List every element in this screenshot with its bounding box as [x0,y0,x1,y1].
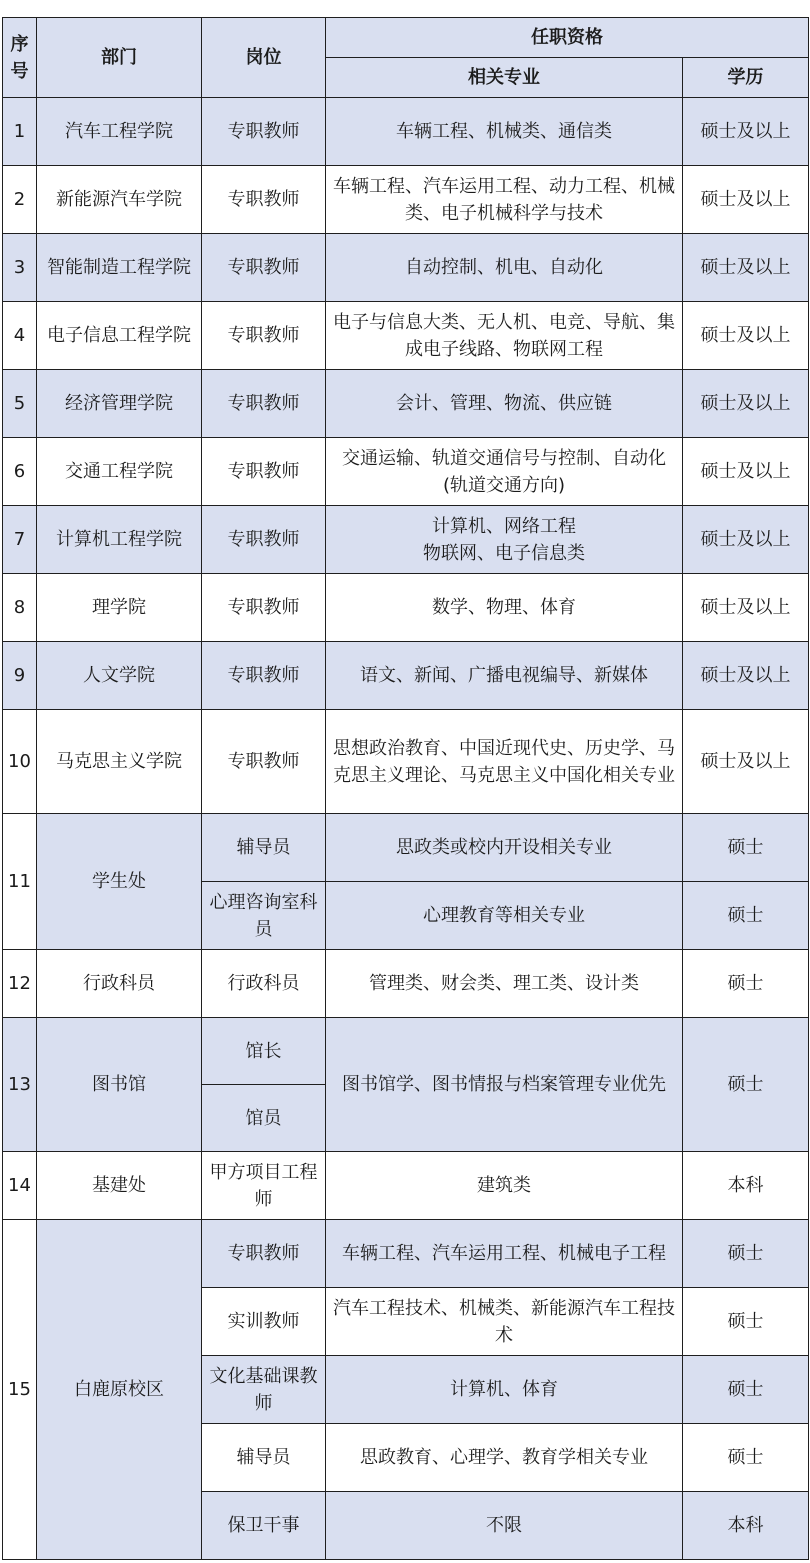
row-post: 行政科员 [202,950,326,1018]
row-major: 计算机、体育 [326,1356,683,1424]
row-degree: 硕士及以上 [683,506,809,574]
table-row [3,950,809,1018]
row-major: 不限 [326,1492,683,1560]
row-major [326,506,683,574]
recruitment-table [2,17,809,1560]
row-seq: 13 [3,1018,37,1152]
row-seq: 1 [3,98,37,166]
row-major: 自动控制、机电、自动化 [326,234,683,302]
row-major-line: 物联网、电子信息类 [423,542,585,564]
row-major: 车辆工程、机械类、通信类 [326,98,683,166]
header-seq: 序号 [3,18,37,98]
header-degree: 学历 [683,58,809,98]
row-seq: 8 [3,574,37,642]
table-row [3,814,809,882]
row-dept: 交通工程学院 [37,438,202,506]
row-degree: 硕士及以上 [683,166,809,234]
row-post: 馆员 [202,1085,326,1152]
row-major: 管理类、财会类、理工类、设计类 [326,950,683,1018]
row-dept: 马克思主义学院 [37,710,202,814]
table-row [3,302,809,370]
row-dept: 智能制造工程学院 [37,234,202,302]
row-degree: 硕士 [683,950,809,1018]
table-row [3,1220,809,1288]
row-dept: 人文学院 [37,642,202,710]
row-dept: 计算机工程学院 [37,506,202,574]
header-post: 岗位 [202,18,326,98]
row-degree: 硕士及以上 [683,234,809,302]
row-post: 专职教师 [202,506,326,574]
row-post: 馆长 [202,1018,326,1085]
row-degree: 硕士及以上 [683,370,809,438]
row-degree: 硕士 [683,1356,809,1424]
row-major: 语文、新闻、广播电视编导、新媒体 [326,642,683,710]
row-major: 思想政治教育、中国近现代史、历史学、马克思主义理论、马克思主义中国化相关专业 [326,710,683,814]
row-seq: 9 [3,642,37,710]
table-row [3,1018,809,1085]
row-degree: 硕士及以上 [683,642,809,710]
row-post: 专职教师 [202,370,326,438]
row-major: 思政教育、心理学、教育学相关专业 [326,1424,683,1492]
row-major: 会计、管理、物流、供应链 [326,370,683,438]
row-post: 辅导员 [202,1424,326,1492]
row-post: 专职教师 [202,642,326,710]
table-row [3,234,809,302]
header-dept: 部门 [37,18,202,98]
table-row [3,710,809,814]
table-row [3,1152,809,1220]
row-degree: 本科 [683,1152,809,1220]
row-major: 数学、物理、体育 [326,574,683,642]
row-seq: 12 [3,950,37,1018]
row-seq: 6 [3,438,37,506]
row-major: 思政类或校内开设相关专业 [326,814,683,882]
row-seq: 2 [3,166,37,234]
table-row [3,166,809,234]
row-dept: 基建处 [37,1152,202,1220]
row-major: 心理教育等相关专业 [326,882,683,950]
row-post: 保卫干事 [202,1492,326,1560]
table-row [3,98,809,166]
row-seq: 5 [3,370,37,438]
row-dept: 汽车工程学院 [37,98,202,166]
row-major-line: 计算机、网络工程 [432,515,576,537]
recruitment-table-container [2,17,808,1560]
row-degree: 硕士 [683,814,809,882]
header-qualification: 任职资格 [326,18,809,58]
row-post: 专职教师 [202,302,326,370]
row-degree: 硕士及以上 [683,574,809,642]
row-degree: 硕士 [683,1018,809,1152]
row-major: 交通运输、轨道交通信号与控制、自动化(轨道交通方向) [326,438,683,506]
row-major: 图书馆学、图书情报与档案管理专业优先 [326,1018,683,1152]
row-major: 电子与信息大类、无人机、电竞、导航、集成电子线路、物联网工程 [326,302,683,370]
row-post: 甲方项目工程师 [202,1152,326,1220]
row-post: 专职教师 [202,574,326,642]
row-post: 专职教师 [202,1220,326,1288]
row-dept: 白鹿原校区 [37,1220,202,1560]
row-seq: 4 [3,302,37,370]
row-dept: 行政科员 [37,950,202,1018]
row-degree: 硕士及以上 [683,98,809,166]
header-major: 相关专业 [326,58,683,98]
row-post: 心理咨询室科员 [202,882,326,950]
row-degree: 硕士及以上 [683,302,809,370]
row-degree: 硕士 [683,1424,809,1492]
row-seq: 14 [3,1152,37,1220]
row-post: 专职教师 [202,98,326,166]
table-row [3,642,809,710]
row-major: 车辆工程、汽车运用工程、动力工程、机械类、电子机械科学与技术 [326,166,683,234]
row-post: 文化基础课教师 [202,1356,326,1424]
row-dept: 新能源汽车学院 [37,166,202,234]
row-post: 专职教师 [202,438,326,506]
row-dept: 电子信息工程学院 [37,302,202,370]
row-degree: 本科 [683,1492,809,1560]
row-seq: 3 [3,234,37,302]
row-post: 专职教师 [202,710,326,814]
row-seq: 7 [3,506,37,574]
row-dept: 理学院 [37,574,202,642]
row-degree: 硕士 [683,1220,809,1288]
row-dept: 图书馆 [37,1018,202,1152]
row-seq: 15 [3,1220,37,1560]
row-seq: 11 [3,814,37,950]
row-degree: 硕士及以上 [683,438,809,506]
row-degree: 硕士 [683,882,809,950]
table-row [3,438,809,506]
row-seq: 10 [3,710,37,814]
row-major: 建筑类 [326,1152,683,1220]
row-major: 汽车工程技术、机械类、新能源汽车工程技术 [326,1288,683,1356]
row-post: 辅导员 [202,814,326,882]
row-post: 专职教师 [202,234,326,302]
table-row [3,574,809,642]
row-dept: 经济管理学院 [37,370,202,438]
row-post: 专职教师 [202,166,326,234]
row-major: 车辆工程、汽车运用工程、机械电子工程 [326,1220,683,1288]
row-degree: 硕士 [683,1288,809,1356]
table-row [3,370,809,438]
row-dept: 学生处 [37,814,202,950]
row-degree: 硕士及以上 [683,710,809,814]
row-post: 实训教师 [202,1288,326,1356]
table-row [3,506,809,574]
